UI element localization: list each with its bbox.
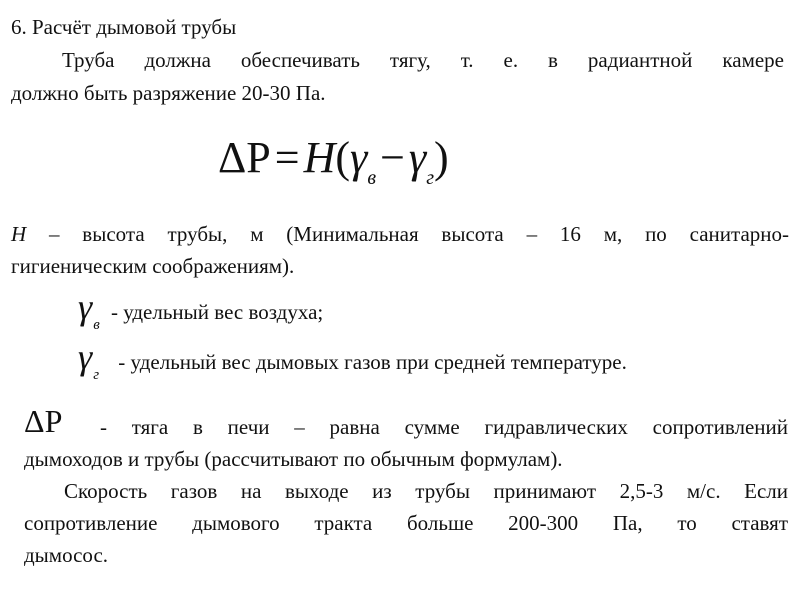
formula-gamma-air: γ bbox=[350, 133, 368, 182]
gamma-gas-sub: г bbox=[93, 367, 100, 383]
h-definition-text: – высота трубы, м (Минимальная высота – 16 м, по санитарно- bbox=[26, 222, 789, 246]
formula-sub-gas: г bbox=[426, 167, 435, 189]
section-heading: 6. Расчёт дымовой трубы bbox=[11, 15, 237, 39]
formula-delta-p: ΔP bbox=[218, 133, 271, 182]
draft-symbol-wrap bbox=[24, 403, 63, 439]
formula-minus: − bbox=[380, 133, 405, 182]
formula-sub-air: в bbox=[367, 167, 377, 189]
gamma-gas-line bbox=[78, 337, 627, 383]
gamma-gas-symbol: γ bbox=[78, 337, 93, 377]
draft-symbol: ΔP bbox=[24, 403, 63, 439]
intro-line-1: Труба должна обеспечивать тягу, т. е. в радиантной камере bbox=[62, 48, 784, 72]
gamma-air-line bbox=[78, 287, 324, 333]
speed-line-3: дымосос. bbox=[24, 543, 109, 567]
intro-line-2: должно быть разряжение 20-30 Па. bbox=[11, 81, 326, 105]
formula-open-paren: ( bbox=[335, 133, 351, 182]
gamma-gas-text: - удельный вес дымовых газов при средней температуре. bbox=[118, 350, 627, 374]
main-formula bbox=[218, 132, 449, 189]
formula-h: H bbox=[303, 133, 336, 182]
formula-gamma-gas: γ bbox=[408, 133, 427, 182]
draft-line-1: - тяга в печи – равна сумме гидравлических сопротивлений bbox=[100, 415, 788, 439]
formula-close-paren: ) bbox=[434, 133, 449, 182]
formula-equals: = bbox=[274, 133, 300, 182]
gamma-air-sub: в bbox=[93, 317, 100, 333]
h-definition-line-1 bbox=[11, 221, 789, 247]
h-definition-line-2: гигиеническим соображениям). bbox=[11, 254, 295, 278]
h-symbol: H bbox=[11, 222, 27, 246]
speed-line-2: сопротивление дымового тракта больше 200-300 Па, то ставят bbox=[24, 511, 788, 535]
gamma-air-text: - удельный вес воздуха; bbox=[110, 300, 324, 324]
speed-line-1: Скорость газов на выходе из трубы принимают 2,5-3 м/с. Если bbox=[64, 479, 788, 503]
draft-line-2: дымоходов и трубы (рассчитывают по обычным формулам). bbox=[24, 447, 563, 471]
gamma-air-symbol: γ bbox=[78, 287, 93, 327]
